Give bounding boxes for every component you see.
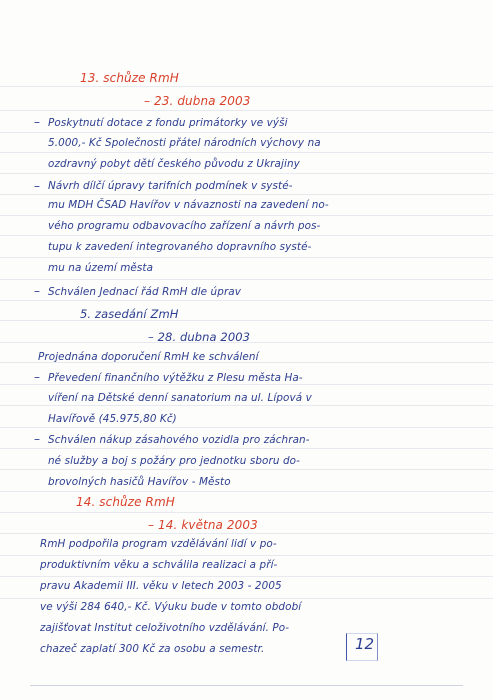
text-line: vého programu odbavovacího zařízení a návrh pos- [48, 220, 321, 232]
text-line: mu MDH ČSAD Havířov v návaznosti na zavedení no- [48, 199, 329, 211]
text-line: RmH podpořila program vzdělávání lidí v po- [40, 538, 277, 550]
text-line: tupu k zavedení integrovaného dopravního systé- [48, 241, 312, 253]
ruled-line [0, 598, 493, 599]
ruled-line [0, 300, 493, 301]
ruled-line [0, 555, 493, 556]
ruled-line [0, 279, 493, 280]
list-bullet: – [34, 115, 40, 129]
text-line: Schválen Jednací řád RmH dle úprav [48, 286, 242, 298]
list-bullet: – [34, 432, 40, 446]
ruled-line [0, 576, 493, 577]
list-bullet: – [34, 370, 40, 384]
text-line: zajišťovat Institut celoživotního vzdělávání. Po- [40, 622, 290, 634]
ruled-line [0, 132, 493, 133]
ruled-line [0, 448, 493, 449]
text-line: ve výši 284 640,- Kč. Výuku bude v tomto období [40, 601, 302, 613]
ruled-line [0, 320, 493, 321]
list-bullet: – [34, 284, 40, 298]
section-date: – 14. května 2003 [148, 518, 258, 532]
list-bullet: – [34, 179, 40, 193]
ruled-line [0, 533, 493, 534]
text-line: mu na území města [48, 262, 154, 274]
section-heading: 13. schůze RmH [80, 71, 179, 85]
ruled-line [0, 491, 493, 492]
text-line: Převedení finančního výtěžku z Plesu města Ha- [48, 372, 303, 384]
text-line: produktivním věku a schválila realizaci a pří- [40, 559, 278, 571]
ruled-line [0, 469, 493, 470]
section-heading: 5. zasedání ZmH [80, 307, 179, 321]
ruled-line [0, 235, 493, 236]
section-date: – 28. dubna 2003 [148, 330, 251, 344]
text-line: Návrh dílčí úpravy tarifních podmínek v systé- [48, 180, 293, 192]
text-line: 5.000,- Kč Společnosti přátel národních výchovy na [48, 137, 321, 149]
text-line: Schválen nákup zásahového vozidla pro záchran- [48, 434, 310, 446]
ruled-line [0, 427, 493, 428]
ruled-line [0, 384, 493, 385]
ruled-line [0, 405, 493, 406]
text-line: ozdravný pobyt dětí českého původu z Ukrajiny [48, 158, 300, 170]
footer-divider [30, 685, 463, 686]
ruled-line [0, 110, 493, 111]
ruled-line [0, 194, 493, 195]
ruled-line [0, 215, 493, 216]
ruled-line [0, 512, 493, 513]
ruled-line [0, 257, 493, 258]
text-line: Projednána doporučení RmH ke schválení [38, 351, 259, 363]
text-line: chazeč zaplatí 300 Kč za osobu a semestr. [40, 643, 265, 655]
section-date: – 23. dubna 2003 [144, 94, 251, 108]
text-line: né služby a boj s požáry pro jednotku sboru do- [48, 455, 300, 467]
ruled-line [0, 86, 493, 87]
text-line: Havířově (45.975,80 Kč) [48, 413, 177, 425]
ruled-line [0, 173, 493, 174]
text-line: brovolných hasičů Havířov - Město [48, 476, 231, 488]
ruled-line [0, 152, 493, 153]
text-line: pravu Akademii III. věku v letech 2003 - 2005 [40, 580, 282, 592]
section-heading: 14. schůze RmH [76, 495, 175, 509]
text-line: Poskytnutí dotace z fondu primátorky ve výši [48, 117, 288, 129]
page-number: 12 [355, 635, 375, 653]
text-line: víření na Dětské denní sanatorium na ul. Lípová v [48, 392, 312, 404]
